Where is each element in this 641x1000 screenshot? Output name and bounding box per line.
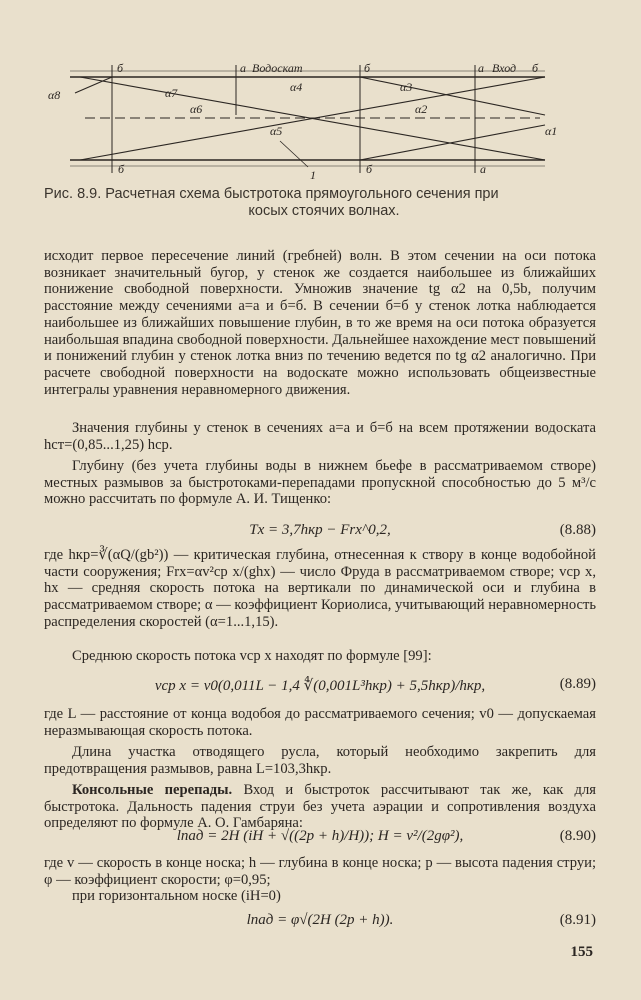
label-alpha5: α5 — [270, 124, 283, 138]
label-alpha2: α2 — [415, 102, 428, 116]
label-b-bottom-mid: б — [366, 162, 373, 176]
paragraph-2: Значения глубины у стенок в сечениях а=а и б=б на всем протяжении водоската hст=(0,85...1,25) hср. — [44, 420, 596, 453]
label-vodoskat: Водоскат — [252, 61, 303, 75]
paragraph-8-text: Вход и быстроток рассчитывают так же, как для быстротока. Дальность падения струи без учета аэрации и сопротивления воздуха определяют по формуле А. О. Гамбаряна: — [44, 782, 596, 832]
wave-line — [360, 77, 545, 115]
label-one: 1 — [310, 168, 316, 182]
label-b-top-right: б — [532, 61, 539, 75]
label-alpha1: α1 — [545, 124, 558, 138]
paragraph-3: Глубину (без учета глубины воды в нижнем бьефе в рассматриваемом створе) местных размывов за быстротоками-перепадами пропускной способностью до 5 м³/с можно рассчитать по формуле А. И. Тищенко: — [44, 458, 596, 508]
equation-formula: lпад = 2H (iH + √((2p + h)/H)); H = v²/(2gφ²), — [176, 828, 464, 844]
label-b-top-mid: б — [364, 61, 371, 75]
equation-formula: vср x = v0(0,011L − 1,4 ∜(0,001L³hкр) + 5,5hкр)/hкр, — [154, 678, 486, 694]
label-alpha8: α8 — [48, 88, 61, 102]
page-number: 155 — [570, 944, 593, 960]
paragraph-6: где L — расстояние от конца водобоя до рассматриваемого сечения; v0 — допускаемая неразмывающая скорость потока. — [44, 706, 596, 739]
equation-number: (8.89) — [559, 676, 596, 692]
label-alpha7: α7 — [165, 86, 178, 100]
paragraph-7: Длина участка отводящего русла, который необходимо закрепить для предотвращения размывов, равна L=103,3hкр. — [44, 744, 596, 777]
paragraph-5: Среднюю скорость потока vср x находят по формуле [99]: — [72, 648, 432, 664]
caption-line-2: косых стоячих волнах. — [248, 203, 400, 219]
equation-8-89 — [44, 676, 596, 696]
label-b-left: б — [117, 61, 124, 75]
paragraph-8 — [44, 782, 596, 832]
label-a-vhod: а — [478, 61, 484, 75]
equation-number: (8.91) — [559, 912, 596, 928]
paragraph-1: исходит первое пересечение линий (гребней) волн. В этом сечении на оси потока возникает значительный бугор, у стенок же создается наибольшее из ближайших понижение свободной поверхности. Умножив значение tg α2 на 0,5b, получим расстояние между сечениями а=а и б=б. В сечении б=б у стенок лотка наблюдается наибольшее из ближайших повышение глубин, в то же время на оси потока образуется наибольшая впадина свободной поверхности. Дальнейшее нахождение мест повышений и понижений глубин у стенок лотка вниз по течению ведется по tg α2 аналогично. При расчете свободной поверхности на водоскате можно использовать общеизвестные интегралы уравнения неравномерного движения. — [44, 248, 596, 398]
equation-8-91 — [44, 912, 596, 932]
label-alpha4: α4 — [290, 80, 303, 94]
paragraph-10: при горизонтальном носке (iH=0) — [72, 888, 281, 904]
label-alpha6: α6 — [190, 102, 203, 116]
figure-caption — [44, 186, 604, 220]
leader-1 — [280, 141, 308, 167]
equation-formula: Tx = 3,7hкр − Frx^0,2, — [249, 522, 391, 538]
label-a-center: а — [240, 61, 246, 75]
label-alpha3: α3 — [400, 80, 413, 94]
equation-number: (8.88) — [559, 522, 596, 538]
flow-diagram — [40, 55, 600, 185]
equation-8-90 — [44, 828, 596, 848]
paragraph-9: где v — скорость в конце носка; h — глубина в конце носка; p — высота падения струи; φ — коэффициент скорости; φ=0,95; — [44, 855, 596, 888]
equation-formula: lпад = φ√(2H (2p + h)). — [246, 912, 394, 928]
caption-line-1: Рис. 8.9. Расчетная схема быстротока прямоугольного сечения при — [44, 186, 499, 202]
label-b-bottom-left: б — [118, 162, 125, 176]
equation-number: (8.90) — [559, 828, 596, 844]
label-a-bottom: а — [480, 162, 486, 176]
equation-8-88 — [44, 522, 596, 542]
label-vhod: Вход — [492, 61, 517, 75]
section-heading: Консольные перепады. — [72, 782, 233, 798]
paragraph-4: где hкр=∛(αQ/(gb²)) — критическая глубина, отнесенная к створу в конце водобойной части сооружения; Frx=αv²ср x/(ghx) — число Фруда в рассматриваемом створе; vср x, hx — средняя скорость потока на вертикали по динамической оси и глубина в рассматриваемом створе; α — коэффициент Кориолиса, учитывающий неравномерность распределения скоростей (α=1...1,15). — [44, 547, 596, 630]
